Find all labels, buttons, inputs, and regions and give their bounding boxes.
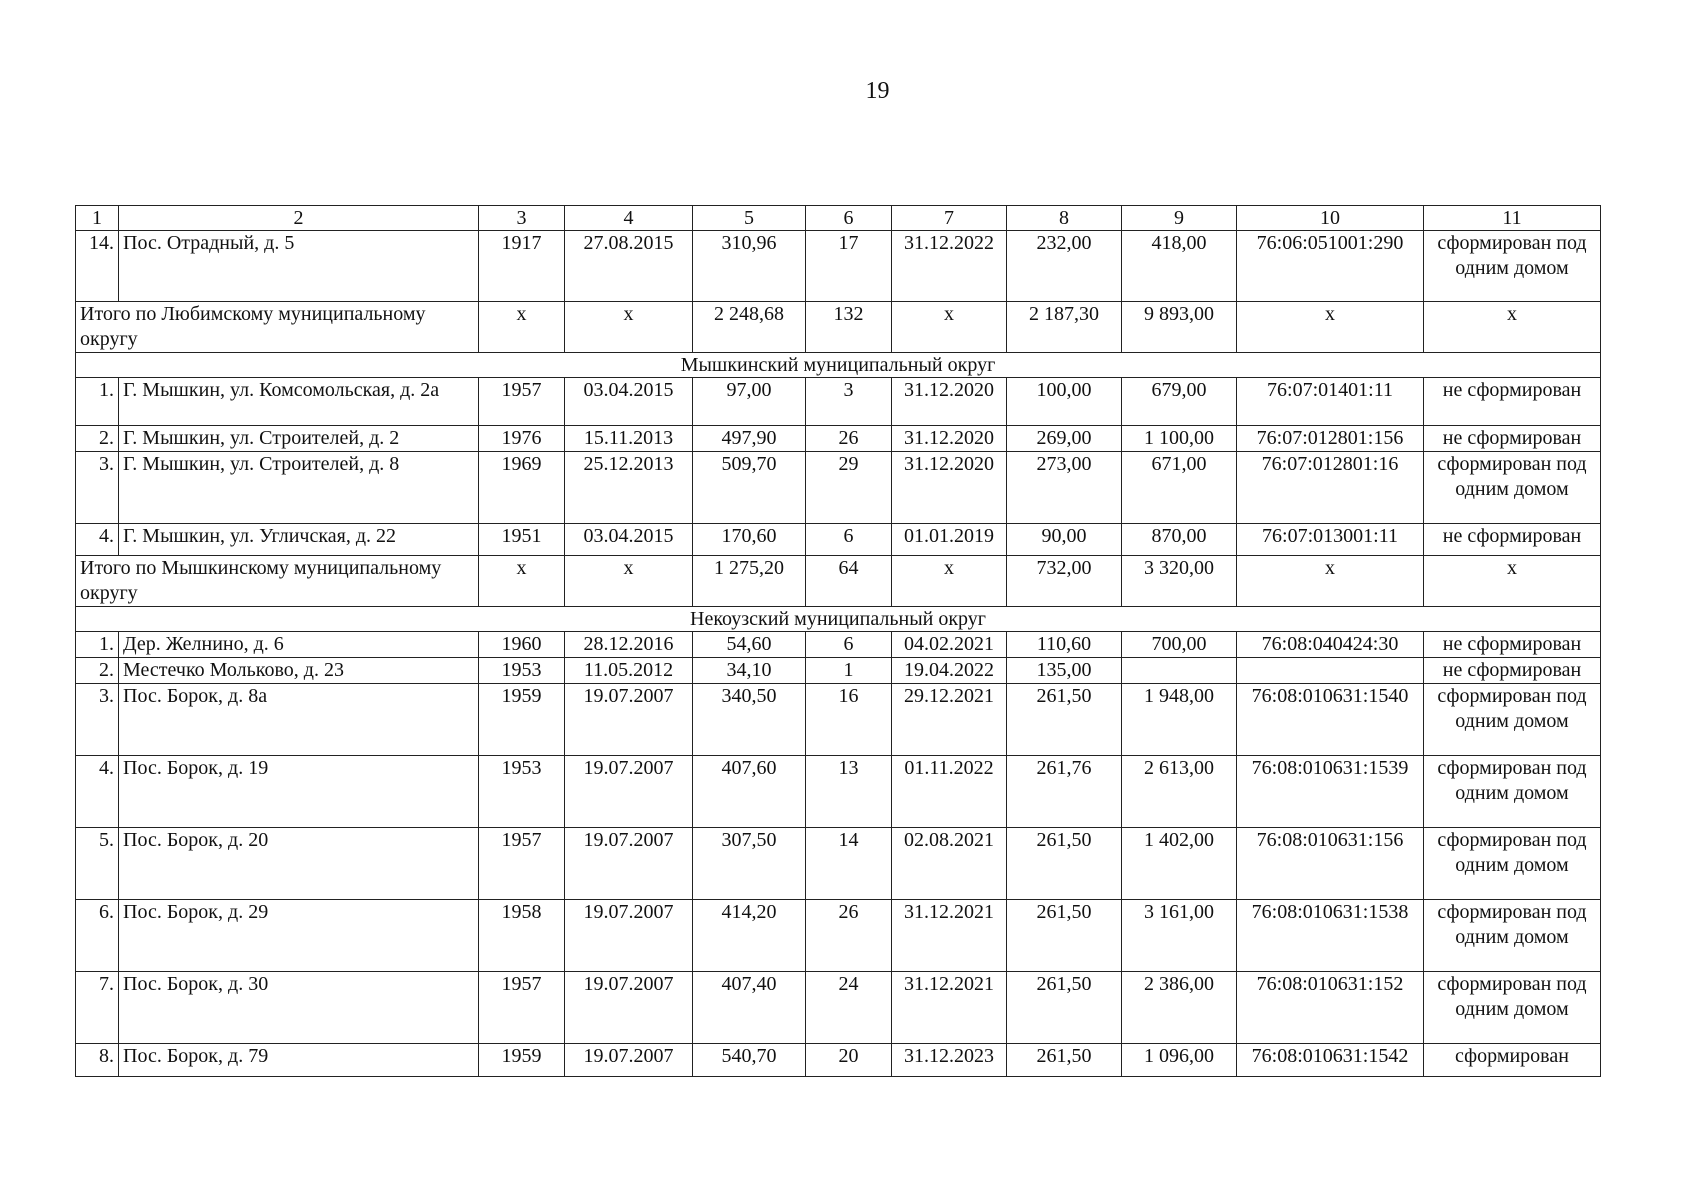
row-number-cell: 3. bbox=[76, 684, 119, 756]
land-status-cell: не сформирован bbox=[1424, 658, 1601, 684]
cadastral-number-cell: 76:08:010631:1540 bbox=[1237, 684, 1424, 756]
cadastral-number-cell: 76:06:051001:290 bbox=[1237, 231, 1424, 302]
year-built-cell: 1917 bbox=[479, 231, 565, 302]
cadastral-number-cell: 76:07:01401:11 bbox=[1237, 378, 1424, 426]
value-cell: 418,00 bbox=[1122, 231, 1237, 302]
land-status-cell: сформирован под одним домом bbox=[1424, 684, 1601, 756]
row-number-cell: 2. bbox=[76, 658, 119, 684]
year-built-cell: 1969 bbox=[479, 452, 565, 524]
column-number: 1 bbox=[76, 206, 119, 231]
value-cell bbox=[1122, 658, 1237, 684]
year-built-cell: 1958 bbox=[479, 900, 565, 972]
address-cell: Пос. Борок, д. 30 bbox=[119, 972, 479, 1044]
value-cell: 671,00 bbox=[1122, 452, 1237, 524]
value-cell: 90,00 bbox=[1007, 524, 1122, 556]
value-cell: 679,00 bbox=[1122, 378, 1237, 426]
row-number-cell: 6. bbox=[76, 900, 119, 972]
total-value-cell: х bbox=[1237, 302, 1424, 353]
deadline-cell: 04.02.2021 bbox=[892, 632, 1007, 658]
date-cell: 19.07.2007 bbox=[565, 1044, 693, 1077]
total-value-cell: х bbox=[565, 302, 693, 353]
total-value-cell: х bbox=[479, 302, 565, 353]
housing-register-table bbox=[75, 205, 1601, 1077]
land-status-cell: не сформирован bbox=[1424, 426, 1601, 452]
land-status-cell: не сформирован bbox=[1424, 378, 1601, 426]
row-number-cell: 4. bbox=[76, 524, 119, 556]
table-row bbox=[76, 658, 1601, 684]
row-number-cell: 7. bbox=[76, 972, 119, 1044]
value-cell: 261,76 bbox=[1007, 756, 1122, 828]
section-header-row bbox=[76, 607, 1601, 632]
area-cell: 407,40 bbox=[693, 972, 806, 1044]
row-number-cell: 1. bbox=[76, 378, 119, 426]
address-cell: Пос. Борок, д. 19 bbox=[119, 756, 479, 828]
value-cell: 1 402,00 bbox=[1122, 828, 1237, 900]
value-cell: 269,00 bbox=[1007, 426, 1122, 452]
deadline-cell: 29.12.2021 bbox=[892, 684, 1007, 756]
total-value-cell: х bbox=[1424, 302, 1601, 353]
total-value-cell: 2 248,68 bbox=[693, 302, 806, 353]
area-cell: 509,70 bbox=[693, 452, 806, 524]
value-cell: 261,50 bbox=[1007, 1044, 1122, 1077]
value-cell: 700,00 bbox=[1122, 632, 1237, 658]
value-cell: 3 161,00 bbox=[1122, 900, 1237, 972]
section-header-row bbox=[76, 353, 1601, 378]
year-built-cell: 1976 bbox=[479, 426, 565, 452]
date-cell: 25.12.2013 bbox=[565, 452, 693, 524]
land-status-cell: сформирован под одним домом bbox=[1424, 900, 1601, 972]
year-built-cell: 1957 bbox=[479, 828, 565, 900]
column-number: 6 bbox=[806, 206, 892, 231]
table-row bbox=[76, 426, 1601, 452]
column-number: 3 bbox=[479, 206, 565, 231]
area-cell: 414,20 bbox=[693, 900, 806, 972]
column-number: 4 bbox=[565, 206, 693, 231]
residents-cell: 6 bbox=[806, 524, 892, 556]
total-value-cell: х bbox=[892, 302, 1007, 353]
cadastral-number-cell: 76:08:010631:152 bbox=[1237, 972, 1424, 1044]
cadastral-number-cell: 76:08:010631:156 bbox=[1237, 828, 1424, 900]
deadline-cell: 01.01.2019 bbox=[892, 524, 1007, 556]
deadline-cell: 02.08.2021 bbox=[892, 828, 1007, 900]
section-title: Некоузский муниципальный округ bbox=[76, 607, 1601, 632]
total-value-cell: х bbox=[892, 556, 1007, 607]
row-number-cell: 2. bbox=[76, 426, 119, 452]
address-cell: Пос. Борок, д. 20 bbox=[119, 828, 479, 900]
residents-cell: 13 bbox=[806, 756, 892, 828]
residents-cell: 26 bbox=[806, 900, 892, 972]
column-number: 2 bbox=[119, 206, 479, 231]
residents-cell: 26 bbox=[806, 426, 892, 452]
total-value-cell: 732,00 bbox=[1007, 556, 1122, 607]
address-cell: Пос. Борок, д. 8а bbox=[119, 684, 479, 756]
residents-cell: 1 bbox=[806, 658, 892, 684]
year-built-cell: 1953 bbox=[479, 658, 565, 684]
deadline-cell: 31.12.2021 bbox=[892, 900, 1007, 972]
table-row bbox=[76, 684, 1601, 756]
year-built-cell: 1959 bbox=[479, 1044, 565, 1077]
land-status-cell: сформирован bbox=[1424, 1044, 1601, 1077]
value-cell: 135,00 bbox=[1007, 658, 1122, 684]
total-value-cell: 2 187,30 bbox=[1007, 302, 1122, 353]
value-cell: 100,00 bbox=[1007, 378, 1122, 426]
table-row bbox=[76, 756, 1601, 828]
cadastral-number-cell: 76:07:012801:156 bbox=[1237, 426, 1424, 452]
deadline-cell: 31.12.2020 bbox=[892, 426, 1007, 452]
value-cell: 273,00 bbox=[1007, 452, 1122, 524]
address-cell: Г. Мышкин, ул. Угличская, д. 22 bbox=[119, 524, 479, 556]
value-cell: 261,50 bbox=[1007, 972, 1122, 1044]
area-cell: 497,90 bbox=[693, 426, 806, 452]
area-cell: 54,60 bbox=[693, 632, 806, 658]
date-cell: 11.05.2012 bbox=[565, 658, 693, 684]
address-cell: Пос. Борок, д. 79 bbox=[119, 1044, 479, 1077]
total-value-cell: 132 bbox=[806, 302, 892, 353]
address-cell: Г. Мышкин, ул. Строителей, д. 2 bbox=[119, 426, 479, 452]
deadline-cell: 31.12.2023 bbox=[892, 1044, 1007, 1077]
address-cell: Местечко Мольково, д. 23 bbox=[119, 658, 479, 684]
land-status-cell: сформирован под одним домом bbox=[1424, 972, 1601, 1044]
table-row bbox=[76, 828, 1601, 900]
cadastral-number-cell: 76:07:013001:11 bbox=[1237, 524, 1424, 556]
date-cell: 19.07.2007 bbox=[565, 684, 693, 756]
column-number: 10 bbox=[1237, 206, 1424, 231]
deadline-cell: 31.12.2021 bbox=[892, 972, 1007, 1044]
value-cell: 2 613,00 bbox=[1122, 756, 1237, 828]
date-cell: 03.04.2015 bbox=[565, 378, 693, 426]
land-status-cell: сформирован под одним домом bbox=[1424, 828, 1601, 900]
section-title: Мышкинский муниципальный округ bbox=[76, 353, 1601, 378]
address-cell: Г. Мышкин, ул. Строителей, д. 8 bbox=[119, 452, 479, 524]
table-row bbox=[76, 1044, 1601, 1077]
residents-cell: 24 bbox=[806, 972, 892, 1044]
deadline-cell: 31.12.2020 bbox=[892, 378, 1007, 426]
total-value-cell: х bbox=[1237, 556, 1424, 607]
area-cell: 540,70 bbox=[693, 1044, 806, 1077]
value-cell: 1 100,00 bbox=[1122, 426, 1237, 452]
area-cell: 407,60 bbox=[693, 756, 806, 828]
date-cell: 15.11.2013 bbox=[565, 426, 693, 452]
cadastral-number-cell: 76:08:010631:1539 bbox=[1237, 756, 1424, 828]
residents-cell: 16 bbox=[806, 684, 892, 756]
residents-cell: 20 bbox=[806, 1044, 892, 1077]
date-cell: 27.08.2015 bbox=[565, 231, 693, 302]
row-number-cell: 8. bbox=[76, 1044, 119, 1077]
address-cell: Пос. Борок, д. 29 bbox=[119, 900, 479, 972]
year-built-cell: 1960 bbox=[479, 632, 565, 658]
land-status-cell: сформирован под одним домом bbox=[1424, 231, 1601, 302]
total-label: Итого по Любимскому муниципальному округу bbox=[76, 302, 479, 353]
value-cell: 261,50 bbox=[1007, 684, 1122, 756]
residents-cell: 17 bbox=[806, 231, 892, 302]
value-cell: 870,00 bbox=[1122, 524, 1237, 556]
residents-cell: 3 bbox=[806, 378, 892, 426]
address-cell: Г. Мышкин, ул. Комсомольская, д. 2а bbox=[119, 378, 479, 426]
value-cell: 261,50 bbox=[1007, 900, 1122, 972]
cadastral-number-cell: 76:08:010631:1542 bbox=[1237, 1044, 1424, 1077]
date-cell: 19.07.2007 bbox=[565, 828, 693, 900]
value-cell: 110,60 bbox=[1007, 632, 1122, 658]
total-row bbox=[76, 302, 1601, 353]
cadastral-number-cell: 76:08:040424:30 bbox=[1237, 632, 1424, 658]
deadline-cell: 19.04.2022 bbox=[892, 658, 1007, 684]
total-value-cell: х bbox=[1424, 556, 1601, 607]
area-cell: 310,96 bbox=[693, 231, 806, 302]
value-cell: 232,00 bbox=[1007, 231, 1122, 302]
row-number-cell: 5. bbox=[76, 828, 119, 900]
total-value-cell: х bbox=[565, 556, 693, 607]
area-cell: 170,60 bbox=[693, 524, 806, 556]
total-value-cell: 64 bbox=[806, 556, 892, 607]
row-number-cell: 1. bbox=[76, 632, 119, 658]
cadastral-number-cell: 76:08:010631:1538 bbox=[1237, 900, 1424, 972]
table-row bbox=[76, 524, 1601, 556]
deadline-cell: 01.11.2022 bbox=[892, 756, 1007, 828]
address-cell: Пос. Отрадный, д. 5 bbox=[119, 231, 479, 302]
value-cell: 2 386,00 bbox=[1122, 972, 1237, 1044]
table-row bbox=[76, 231, 1601, 302]
date-cell: 19.07.2007 bbox=[565, 972, 693, 1044]
year-built-cell: 1957 bbox=[479, 972, 565, 1044]
value-cell: 1 096,00 bbox=[1122, 1044, 1237, 1077]
value-cell: 1 948,00 bbox=[1122, 684, 1237, 756]
column-number: 5 bbox=[693, 206, 806, 231]
area-cell: 340,50 bbox=[693, 684, 806, 756]
deadline-cell: 31.12.2020 bbox=[892, 452, 1007, 524]
table-row bbox=[76, 632, 1601, 658]
column-number: 7 bbox=[892, 206, 1007, 231]
table-row bbox=[76, 900, 1601, 972]
total-value-cell: 1 275,20 bbox=[693, 556, 806, 607]
column-number: 9 bbox=[1122, 206, 1237, 231]
land-status-cell: не сформирован bbox=[1424, 632, 1601, 658]
date-cell: 28.12.2016 bbox=[565, 632, 693, 658]
row-number-cell: 3. bbox=[76, 452, 119, 524]
cadastral-number-cell bbox=[1237, 658, 1424, 684]
address-cell: Дер. Желнино, д. 6 bbox=[119, 632, 479, 658]
column-number: 8 bbox=[1007, 206, 1122, 231]
year-built-cell: 1951 bbox=[479, 524, 565, 556]
land-status-cell: сформирован под одним домом bbox=[1424, 452, 1601, 524]
row-number-cell: 14. bbox=[76, 231, 119, 302]
residents-cell: 6 bbox=[806, 632, 892, 658]
page-number: 19 bbox=[865, 78, 890, 104]
value-cell: 261,50 bbox=[1007, 828, 1122, 900]
year-built-cell: 1959 bbox=[479, 684, 565, 756]
date-cell: 19.07.2007 bbox=[565, 900, 693, 972]
residents-cell: 29 bbox=[806, 452, 892, 524]
year-built-cell: 1953 bbox=[479, 756, 565, 828]
column-number-row bbox=[76, 206, 1601, 231]
row-number-cell: 4. bbox=[76, 756, 119, 828]
year-built-cell: 1957 bbox=[479, 378, 565, 426]
area-cell: 34,10 bbox=[693, 658, 806, 684]
cadastral-number-cell: 76:07:012801:16 bbox=[1237, 452, 1424, 524]
residents-cell: 14 bbox=[806, 828, 892, 900]
table-row bbox=[76, 972, 1601, 1044]
total-value-cell: х bbox=[479, 556, 565, 607]
total-label: Итого по Мышкинскому муниципальному округу bbox=[76, 556, 479, 607]
deadline-cell: 31.12.2022 bbox=[892, 231, 1007, 302]
area-cell: 97,00 bbox=[693, 378, 806, 426]
total-row bbox=[76, 556, 1601, 607]
total-value-cell: 3 320,00 bbox=[1122, 556, 1237, 607]
area-cell: 307,50 bbox=[693, 828, 806, 900]
table-row bbox=[76, 452, 1601, 524]
date-cell: 19.07.2007 bbox=[565, 756, 693, 828]
date-cell: 03.04.2015 bbox=[565, 524, 693, 556]
land-status-cell: сформирован под одним домом bbox=[1424, 756, 1601, 828]
column-number: 11 bbox=[1424, 206, 1601, 231]
total-value-cell: 9 893,00 bbox=[1122, 302, 1237, 353]
table-row bbox=[76, 378, 1601, 426]
land-status-cell: не сформирован bbox=[1424, 524, 1601, 556]
